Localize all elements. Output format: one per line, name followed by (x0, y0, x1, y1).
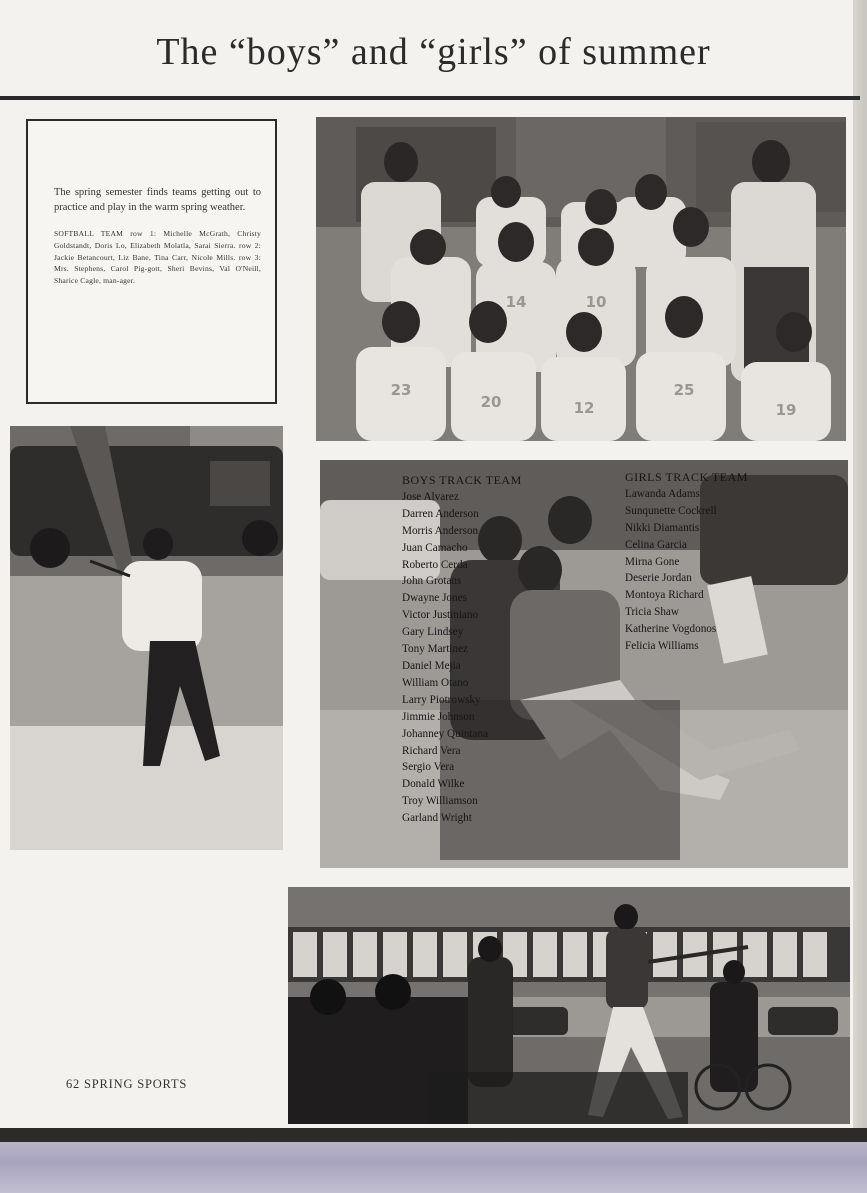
title-rule (0, 96, 860, 100)
roster-name: Roberto Cerda (402, 558, 468, 571)
jersey-number: 19 (775, 401, 797, 419)
roster-name: Felicia Williams (625, 640, 699, 653)
roster-name: Lawanda Adams (625, 487, 700, 500)
track-team-photo (320, 460, 848, 868)
softball-team-photo (316, 117, 846, 441)
roster-name: Tricia Shaw (625, 606, 679, 619)
jersey-number: 20 (480, 393, 502, 411)
roster-name: Jose Alvarez (402, 490, 459, 503)
page-folio: 62 SPRING SPORTS (66, 1077, 188, 1091)
roster-name: Johanney Quintana (402, 727, 489, 740)
intro-text: The spring semester finds teams getting out to practice and play in the warm spring weather. (54, 187, 261, 213)
page-title: The “boys” and “girls” of summer (156, 31, 711, 73)
roster-name: Gary Lindsey (402, 626, 464, 639)
roster-name: Deserie Jordan (625, 572, 692, 585)
boys-track-roster (402, 472, 522, 827)
roster-name: Tony Martinez (402, 643, 469, 656)
caption-box (26, 119, 277, 404)
roster-name: William Otano (402, 676, 469, 689)
roster-name: Richard Vera (402, 744, 461, 757)
roster-name: Donald Wilke (402, 778, 465, 791)
jersey-number: 10 (585, 293, 607, 311)
girls-track-roster (625, 469, 748, 655)
girls-track-heading: GIRLS TRACK TEAM (625, 470, 748, 484)
roster-name: Morris Anderson (402, 524, 479, 537)
jersey-number: 14 (505, 293, 527, 311)
roster-name: Jimmie Johnson (402, 710, 475, 723)
jersey-number: 23 (390, 381, 412, 399)
jersey-number: 25 (673, 381, 695, 399)
jersey-number: 12 (573, 399, 595, 417)
roster-name: Nikki Diamantis (625, 521, 700, 534)
roster-name: Daniel Mejia (402, 659, 461, 672)
roster-name: Dwayne Jones (402, 592, 467, 605)
roster-name: Mirna Gone (625, 555, 680, 568)
roster-name: Juan Camacho (402, 541, 468, 554)
binding-band (0, 1128, 867, 1142)
background-fabric (0, 1142, 867, 1193)
roster-name: Troy Williamson (402, 795, 478, 808)
roster-name: John Grotans (402, 575, 462, 588)
roster-name: Sunqunette Cockrell (625, 504, 717, 517)
roster-name: Garland Wright (402, 812, 472, 825)
baseball-practice-photo (288, 887, 850, 1124)
roster-name: Montoya Richard (625, 589, 704, 602)
roster-name: Darren Anderson (402, 507, 479, 520)
roster-name: Victor Justiniano (402, 609, 479, 622)
roster-name: Celina Garcia (625, 538, 687, 551)
roster-name: Katherine Vogdonos (625, 623, 717, 636)
page-edge (853, 0, 867, 1193)
roster-name: Larry Piotrowsky (402, 693, 481, 706)
boys-track-heading: BOYS TRACK TEAM (402, 473, 522, 487)
batter-photo (10, 426, 283, 850)
softball-roster-caption: SOFTBALL TEAM row 1: Michelle McGrath, Christy Goldstandt, Doris Lo, Elizabeth Molatla, Sarai Sierra. row 2: Jackie Betancourt, Liz Bane, Tina Carr, Nicole Mills. row 3: Mrs. Stephens, Carol Pig-gott, Sheri Bevins, Val O'Neill, Sharice Cagle, man-ager. (54, 229, 261, 286)
roster-name: Sergio Vera (402, 761, 455, 774)
